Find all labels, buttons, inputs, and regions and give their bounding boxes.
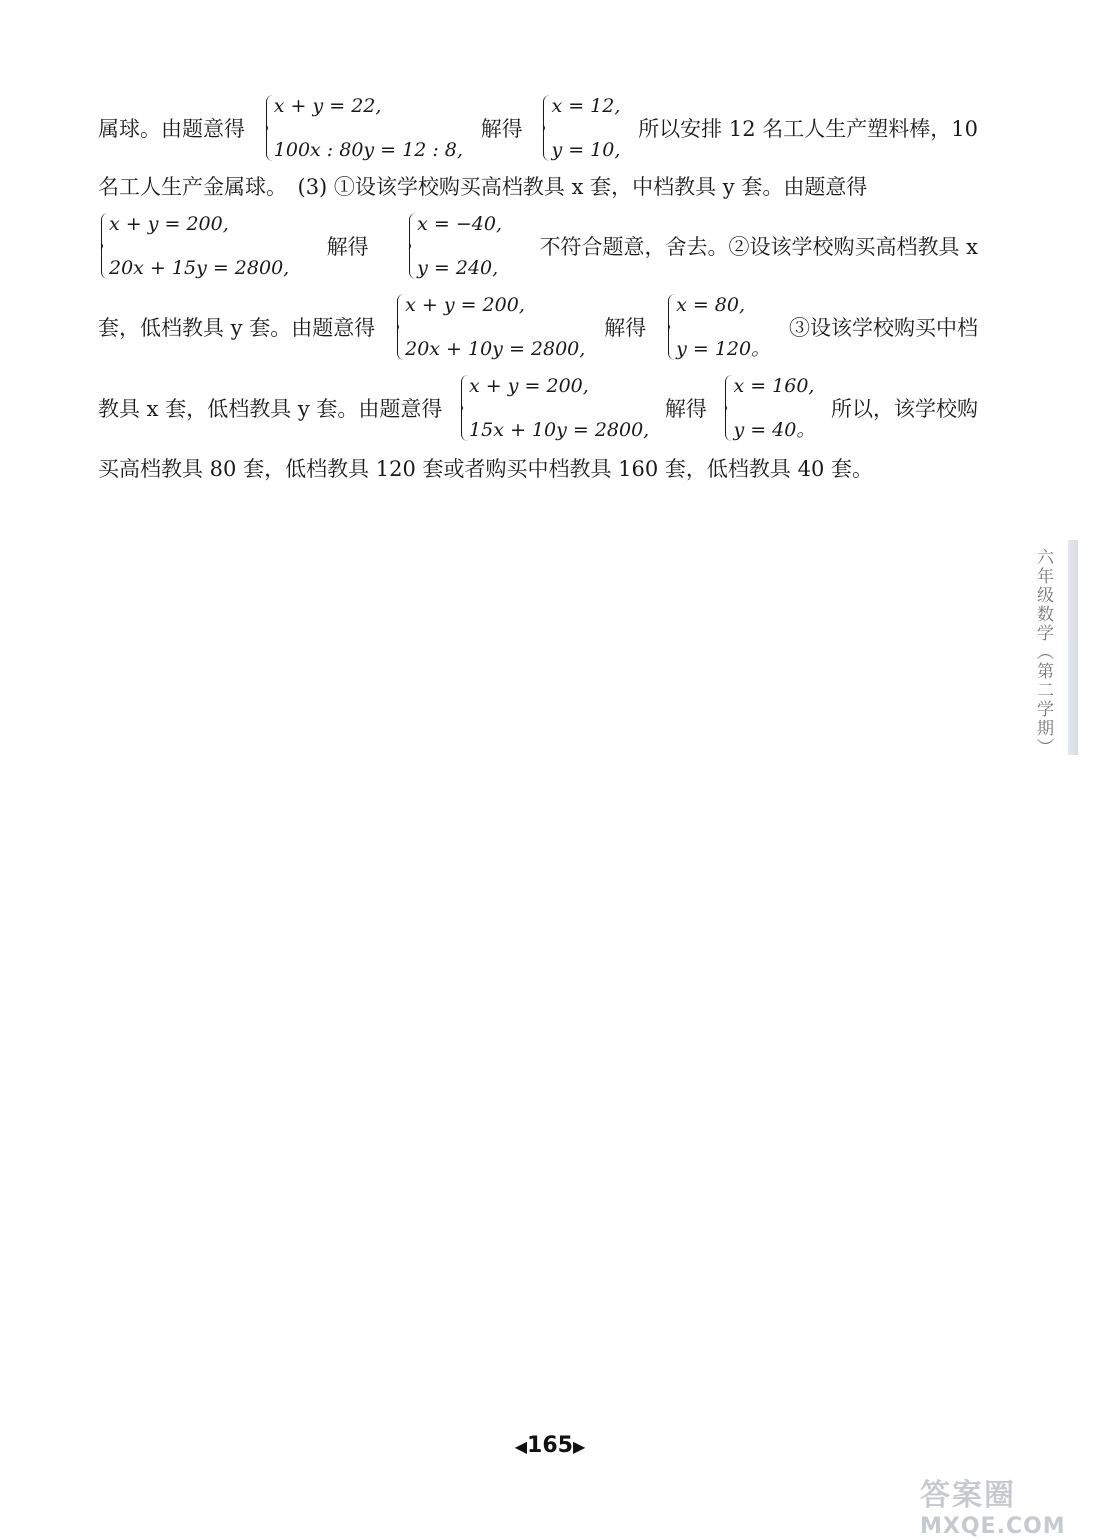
text-line-1 [98, 92, 978, 164]
left-brace-icon [406, 211, 415, 281]
page-number [495, 1433, 605, 1458]
equation-row: 20x + 15y = 2800, [109, 257, 290, 279]
page-number-value: 165 [527, 1433, 573, 1458]
line-4-after: ③设该学校购买中档 [788, 316, 978, 340]
equation-row: x + y = 22, [273, 95, 382, 117]
line-4-before: 套，低档教具 y 套。由题意得 [98, 316, 376, 340]
line-1-mid: 解得 [480, 117, 523, 141]
equation-row: x + y = 200, [109, 213, 229, 235]
equation-row: y = 10, [551, 139, 621, 161]
left-brace-icon [722, 373, 731, 443]
text-line-3 [98, 210, 978, 282]
equation-row: x = 12, [551, 95, 621, 117]
side-tab-decoration [1068, 540, 1078, 755]
watermark-url: MXQE.COM [920, 1514, 1066, 1539]
equation-row: x = −40, [417, 213, 502, 235]
equation-row: 20x + 10y = 2800, [405, 338, 586, 360]
left-brace-icon [263, 93, 272, 163]
equation-system-1 [263, 93, 463, 163]
text-line-6 [98, 452, 978, 484]
equation-row: x = 80, [676, 294, 746, 316]
equation-row: x = 160, [733, 375, 815, 397]
solution-system-4 [722, 373, 815, 443]
line-1-after: 所以安排 12 名工人生产塑料棒，10 [638, 117, 978, 141]
left-arrow-icon: ◀ [514, 1437, 528, 1456]
right-arrow-icon: ▶ [572, 1437, 586, 1456]
left-brace-icon [540, 93, 549, 163]
text-line-4 [98, 291, 978, 363]
text-line-5 [98, 372, 978, 444]
equation-row: 15x + 10y = 2800, [469, 419, 650, 441]
equation-row: x + y = 200, [405, 294, 525, 316]
equation-row: y = 40。 [733, 419, 816, 441]
equation-row: 100x : 80y = 12 : 8, [273, 139, 463, 161]
watermark-text: 答案圈 [920, 1478, 1016, 1513]
equation-row: y = 240, [417, 257, 499, 279]
side-book-label: 六年级数学（第二学期） [1033, 548, 1053, 757]
line-3-after: 不符合题意，舍去。②设该学校购买高档教具 x [539, 235, 978, 259]
left-brace-icon [458, 373, 467, 443]
left-brace-icon [394, 292, 403, 362]
line-3-mid: 解得 [326, 235, 369, 259]
equation-system-3 [394, 292, 585, 362]
line-4-mid: 解得 [604, 316, 647, 340]
line-5-mid: 解得 [664, 397, 707, 421]
line-1-before: 属球。由题意得 [98, 117, 245, 141]
left-brace-icon [665, 292, 674, 362]
equation-row: y = 120。 [676, 338, 771, 360]
line-5-after: 所以，该学校购 [830, 397, 978, 421]
equation-system-2 [98, 211, 289, 281]
equation-system-4 [458, 373, 649, 443]
equation-row: x + y = 200, [469, 375, 589, 397]
line-2-text: 名工人生产金属球。 (3) ①设该学校购买高档教具 x 套，中档教具 y 套。由题意得 [98, 175, 868, 199]
watermark [920, 1470, 1095, 1539]
solution-system-1 [540, 93, 620, 163]
solution-system-2 [406, 211, 502, 281]
left-brace-icon [98, 211, 107, 281]
line-5-before: 教具 x 套，低档教具 y 套。由题意得 [98, 397, 443, 421]
solution-system-3 [665, 292, 770, 362]
text-line-2 [98, 170, 978, 202]
line-6-text: 买高档教具 80 套，低档教具 120 套或者购买中档教具 160 套，低档教具 40 套。 [98, 457, 874, 481]
